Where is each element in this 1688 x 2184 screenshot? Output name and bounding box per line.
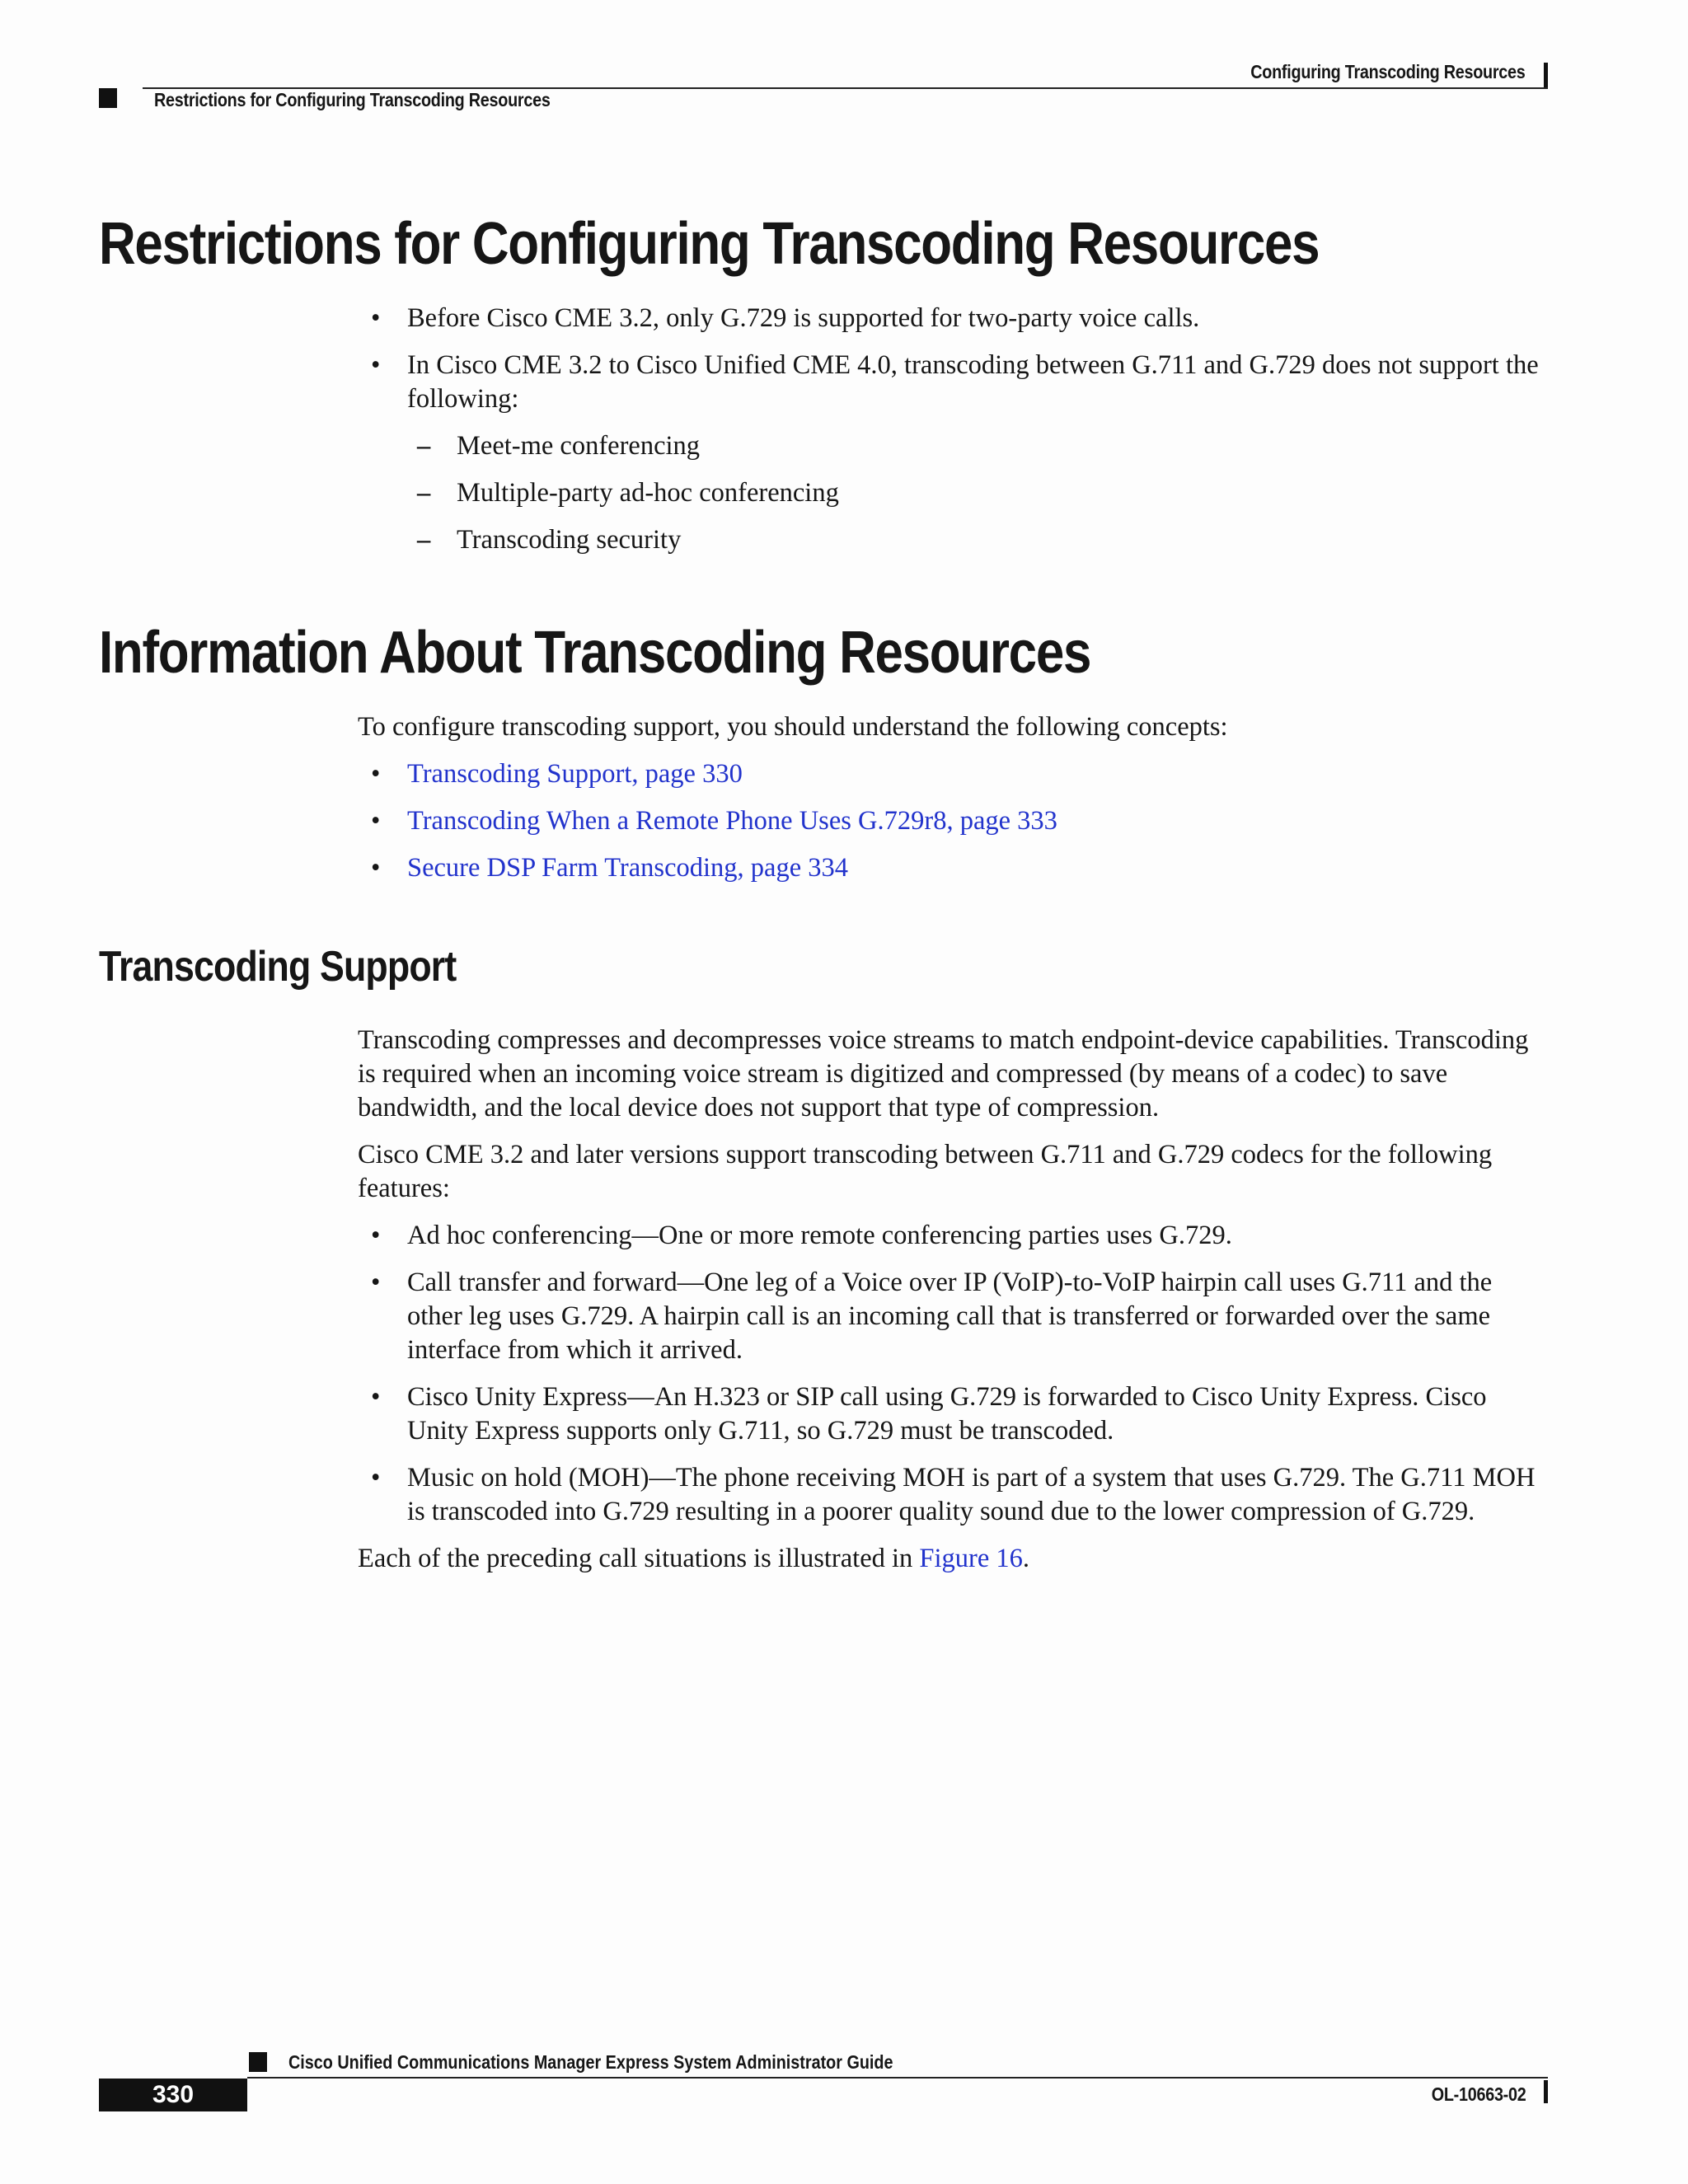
link-transcoding-support[interactable]: Transcoding Support, page 330 (407, 759, 743, 789)
footer-right-bar (1544, 2080, 1548, 2103)
list-item: • Call transfer and forward—One leg of a Voice over IP (VoIP)-to-VoIP hairpin call uses G.711 and the other leg uses G.729. A hairpin call is an incoming call that is transferred or forwarded over the same interface from which it arrived. (371, 1268, 1493, 1365)
footer-marker (249, 2052, 267, 2072)
running-header-section: Restrictions for Configuring Transcoding Resources (154, 89, 551, 110)
bullet-symbol: • (371, 1382, 381, 1412)
list-item (358, 757, 1545, 791)
link-transcoding-g729r8[interactable]: Transcoding When a Remote Phone Uses G.729r8, page 333 (407, 806, 1057, 836)
bullet-symbol: • (371, 806, 381, 836)
bullet-symbol: • (371, 759, 381, 789)
header-right-bar (1544, 63, 1548, 87)
paragraph: Transcoding compresses and decompresses voice streams to match endpoint-device capabilities. Transcoding is required when an incoming voice stream is digitized and compressed (by means of a codec) to save bandwidth, and the local device does not support that type of compression. (358, 1025, 1529, 1122)
dash-symbol: – (417, 525, 431, 555)
information-intro: To configure transcoding support, you should understand the following concepts: (358, 712, 1228, 742)
transcoding-support-body (358, 1024, 1545, 1576)
page-number: 330 (99, 2079, 247, 2111)
dash-symbol: – (417, 431, 431, 461)
bullet-symbol: • (371, 853, 381, 883)
paragraph: Cisco CME 3.2 and later versions support transcoding between G.711 and G.729 codecs for the following features: (358, 1140, 1493, 1203)
concept-links-list (358, 757, 1545, 885)
bullet-symbol: • (371, 303, 381, 333)
footer-rule (247, 2077, 1548, 2079)
list-item (358, 851, 1545, 885)
list-item: • In Cisco CME 3.2 to Cisco Unified CME 4.0, transcoding between G.711 and G.729 does not support the following: (371, 350, 1539, 414)
footer-doc-id: OL-10663-02 (1431, 2083, 1526, 2105)
information-body (358, 710, 1545, 885)
features-list (358, 1219, 1545, 1529)
list-item: • Cisco Unity Express—An H.323 or SIP call using G.729 is forwarded to Cisco Unity Express. Cisco Unity Express supports only G.711, so G.729 must be transcoded. (371, 1382, 1487, 1446)
sub-list-item: – Multiple-party ad-hoc conferencing (358, 476, 1545, 510)
restrictions-body (358, 302, 1545, 557)
restrictions-list (358, 302, 1545, 557)
running-header-chapter: Configuring Transcoding Resources (1250, 61, 1526, 82)
dash-symbol: – (417, 478, 431, 508)
bullet-symbol: • (371, 1268, 381, 1297)
link-figure-16[interactable]: Figure 16 (919, 1544, 1023, 1573)
closing-paragraph: Each of the preceding call situations is illustrated in Figure 16. (358, 1544, 1030, 1573)
transcoding-support-heading: Transcoding Support (99, 943, 457, 991)
footer-guide-title: Cisco Unified Communications Manager Express System Administrator Guide (288, 2051, 893, 2073)
header-left-marker (99, 88, 117, 108)
link-secure-dsp-farm[interactable]: Secure DSP Farm Transcoding, page 334 (407, 853, 849, 883)
sub-list-item: – Meet-me conferencing (358, 429, 1545, 463)
list-item (358, 804, 1545, 838)
information-heading: Information About Transcoding Resources (99, 620, 1091, 686)
list-item: • Ad hoc conferencing—One or more remote conferencing parties uses G.729. (358, 1219, 1545, 1253)
bullet-symbol: • (371, 350, 381, 380)
restrictions-heading: Restrictions for Configuring Transcoding Resources (99, 211, 1320, 277)
bullet-symbol: • (371, 1463, 381, 1493)
sub-list-item: – Transcoding security (358, 523, 1545, 557)
list-item: • Music on hold (MOH)—The phone receiving MOH is part of a system that uses G.729. The G.711 MOH is transcoded into G.729 resulting in a poorer quality sound due to the lower compression of G.729. (371, 1463, 1536, 1526)
list-item: • Before Cisco CME 3.2, only G.729 is supported for two-party voice calls. (358, 302, 1545, 335)
bullet-symbol: • (371, 1221, 381, 1250)
